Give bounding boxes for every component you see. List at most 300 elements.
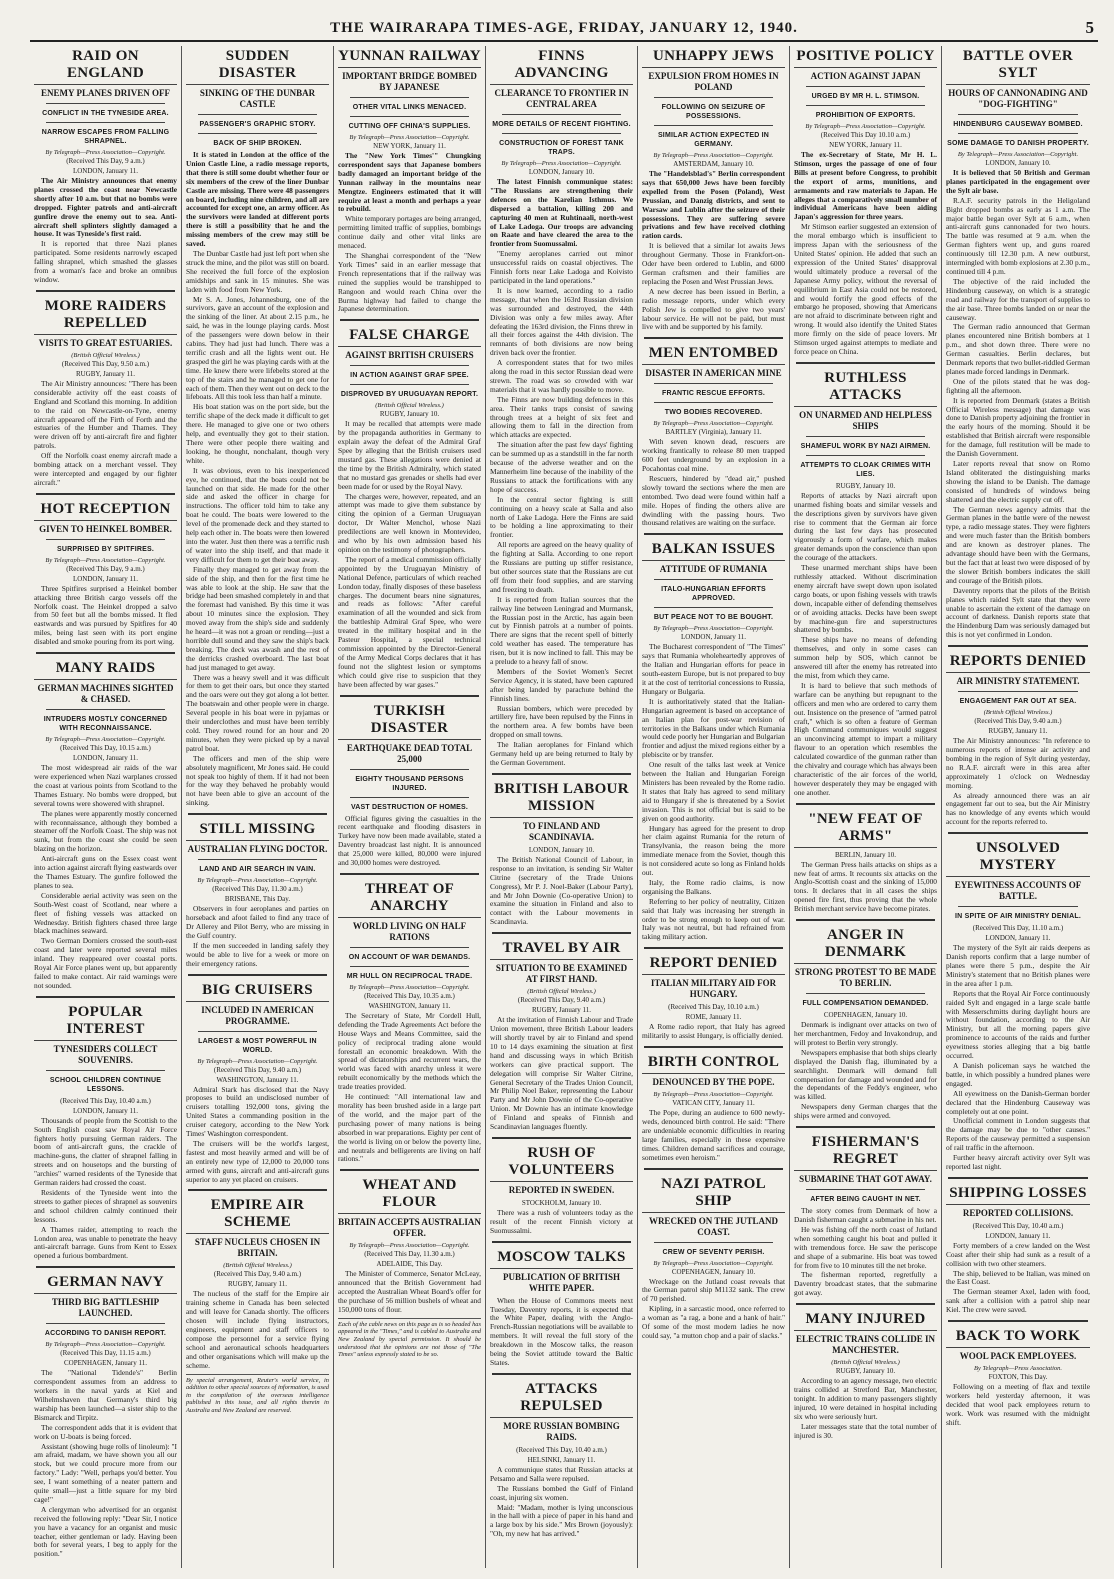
article-subheading: WRECKED ON THE JUTLAND COAST. [648, 1215, 779, 1237]
subhead-rule [350, 966, 469, 967]
article-paragraph: Mr Stimson earlier suggested an extension of the moral embargo which is insufficient to impress Japan with the seriousness of the United States' opinion. He added that such an expression of the United States' disapproval would ultimately produce a reversal of the Japanese Army policy, without the reversal of equilibrium in East Asia could not be restored, and would fortify the good effects of the embargo he proposed, showing that Americans are not afraid to discriminate between right and wrong. It would also identify the United States more firmly on the side of peace lovers. Mr Stimson urged against attempts to mediate and force peace on China. [794, 222, 937, 356]
article-paragraph: Following on a meeting of flax and textile workers held yesterday afternoon, it was decided that wool pack employees return to work. Work was resumed with the midnight shift. [946, 1382, 1090, 1427]
article-subheading: VAST DESTRUCTION OF HOMES. [350, 803, 469, 811]
article-dateline: LONDON, January 10. [985, 159, 1051, 167]
article-subheading: CLEARANCE TO FRONTIER IN CENTRAL AREA [494, 88, 629, 109]
article-paragraph: Unofficial comment in London suggests that the damage may be due to "other causes." Reports of the causeway permitted a suspension of rail traffic in the afternoon. [946, 1116, 1090, 1153]
article [490, 1241, 633, 1368]
article-subheading: SITUATION TO BE EXAMINED AT FIRST HAND. [495, 963, 628, 985]
article-paragraph: It is reported that three Nazi planes participated. Some residents narrowly escaped falling shrapnel, which smashed the glasses from a woman's face and broke an omnibus window. [34, 239, 177, 284]
article-headline: BIRTH CONTROL [642, 1054, 785, 1074]
subhead-rule [350, 116, 469, 117]
article-subheading: AUSTRALIAN FLYING DOCTOR. [187, 844, 328, 855]
column-3 [334, 46, 486, 1568]
article-paragraph: There was a heavy swell and it was difficult for them to get their oars, but once they started and the oars were out they got along a lot better. The boatswain and other people were in charge. Several people in his boat were in pyjamas or their underclothes and must have been terribly cold. They rowed round for an hour and 20 minutes, when they were picked up by a naval patrol boat. [186, 672, 329, 753]
subhead-rule [958, 691, 1078, 692]
article-headline: RUSH OF VOLUNTEERS [490, 1145, 633, 1182]
article-divider [948, 1177, 1088, 1179]
article-paragraph: Russian bombers, which were preceded by artillery fire, have been repulsed by the Finns in the northern area. A few bombs have been dropped on small towns. [490, 703, 633, 740]
article-headline: "NEW FEAT OF ARMS" [794, 811, 937, 848]
article-dateline: RUGBY, January 11. [75, 369, 136, 378]
article-divider [492, 1137, 631, 1139]
subhead-rule [806, 86, 925, 87]
article-dateline: LONDON, January 11. [72, 754, 139, 763]
article-divider [644, 337, 783, 339]
article-paragraph: One of the pilots stated that he was dog-fighting all the afternoon. [946, 376, 1090, 395]
article-headline: BALKAN ISSUES [642, 541, 785, 561]
article-subheading: SINKING OF THE DUNBAR CASTLE [199, 88, 316, 109]
article-headline: STILL MISSING [186, 821, 329, 841]
subhead-rule [46, 103, 165, 104]
article-received: (Received This Day, 10.15 a.m.) [60, 744, 151, 753]
article-paragraph: It is reported from Italian sources that the railway line between Leningrad and Murmansk, the Russian post in the Arctic, has again been cut by Finnish patrols at a number of points. There are signs that the recent spell of bitterly cold weather has eased. The temperature has risen, but it is now inclined to fall. This may be a prelude to a heavy fall of snow. [490, 594, 633, 667]
article-paragraph: It is now learned, according to a radio message, that when the 163rd Russian division was surrounded and destroyed, the 44th Division was only a few miles away. After defeating the 163rd division, the Finns threw in all their forces against the 44th division. The remnants of both divisions are now being driven back over the frontier. [490, 285, 633, 358]
article-divider [340, 319, 479, 321]
article-paragraph: The "Handelsblad's" Berlin correspondent says that 650,000 Jews have been forcibly expelled from the Posen (Poland), West Prussian, and Danzig districts, and sent to Warsaw and Lublin after the seizure of their possessions. They are suffering severe privations and few have received clothing ration cards. [642, 169, 785, 241]
article-subheading: CREW OF SEVENTY PERISH. [662, 1248, 765, 1256]
article-paragraph: Hungary has agreed for the present to drop her claim against Rumania for the return of Transylvania, the reason being the more immediate menace from the Soviet, though this is not considered acute so long as Finland holds out. [642, 823, 785, 878]
subhead-rule [350, 947, 469, 948]
article-subheading: CONFLICT IN THE TYNESIDE AREA. [42, 110, 169, 117]
article-paragraph: The Secretary of State, Mr Cordell Hull, defending the Trade Agreements Act before the House Ways and Means Committee, said the policy of reciprocal trading alone would forestall an economic breakdown. With the spread of dictatorships and recurrent wars, the world was faced with anarchy unless it were rebuilt economically by the methods which the trade treaties provided. [338, 1010, 481, 1092]
article [338, 1169, 481, 1359]
article-credit: By Telegraph—Press Association. [973, 1365, 1063, 1373]
article [946, 832, 1090, 1172]
article-credit: By Telegraph—Press Association—Copyright. [349, 983, 470, 991]
article-paragraph: These unarmed merchant ships have been ruthlessly attacked. Without discrimination enemy aircraft have swept down upon isolated cargo boats, or upon fishing vessels with trawls down, incapable either of defending themselves or of avoiding attacks. Decks have been swept by machine-gun fire and superstructures shattered by bombs. [794, 563, 937, 635]
article-received: (Received This Day, 11.15 a.m.) [60, 1349, 151, 1358]
article-subheading: FRANTIC RESCUE EFFORTS. [662, 390, 765, 398]
article-subheading: EIGHTY THOUSAND PERSONS INJURED. [355, 775, 464, 792]
article-subheading: BUT PEACE NOT TO BE BOUGHT. [653, 614, 774, 622]
article-paragraph: A new decree has been issued in Berlin, a radio message reports, under which every Polish Jew is compelled to give two years' labour service. He will not be paid, but must live with and be supported by his family. [642, 286, 785, 332]
subhead-rule [46, 122, 165, 123]
article-divider [796, 1303, 935, 1305]
article-received: (Received This Day, 9.40 a.m.) [213, 1065, 302, 1074]
article-paragraph: A correspondent states that for two miles along the road in this sector Russian dead were strewn. The road was so crowded with war materials that it was hardly possible to move. [490, 358, 633, 394]
article-paragraph: The Russians bombed the Gulf of Finland coast, injuring six women. [490, 1483, 633, 1502]
article-subheading: TO FINLAND AND SCANDINAVIA. [522, 820, 601, 842]
article-credit: By Telegraph—Press Association—Copyright. [45, 556, 166, 564]
article-headline: BATTLE OVER SYLT [946, 48, 1090, 85]
subhead-rule [654, 607, 773, 608]
article [490, 773, 633, 927]
subhead-rule [198, 859, 317, 860]
masthead-title: THE WAIRARAPA TIMES-AGE, FRIDAY, JANUARY 12, 1940. [330, 20, 798, 36]
article [794, 1126, 937, 1298]
article-paragraph: Rescuers, hindered by "dead air," pushed slowly toward the sections where the men are entombed. Two dead were found within half a mile. Hopes of finding the others alive are dwindling with the passing hours. Two thousand relatives are waiting on the surface. [642, 473, 785, 528]
article [642, 48, 785, 332]
article [34, 652, 177, 991]
article-paragraph: There was a rush of volunteers today as the result of the recent Finnish victory at Suomussalmi. [490, 1207, 633, 1235]
article-headline: FALSE CHARGE [338, 327, 481, 347]
article-subheading: BACK OF SHIP BROKEN. [213, 140, 302, 147]
article-subheading: SURPRISED BY SPITFIRES. [56, 545, 155, 553]
article-headline: MANY RAIDS [34, 660, 177, 680]
subhead-rule [958, 114, 1078, 115]
article-dateline: COPENHAGEN, January 11. [64, 1359, 147, 1368]
article-dateline: RUGBY, January 11. [988, 727, 1048, 736]
article-headline: BACK TO WORK [946, 1328, 1090, 1348]
article-paragraph: It is hard to believe that such methods of warfare can be anything but repugnant to the officers and men who are ordered to carry them out. Insistence on the presence of "armed patrol craft," which is so often a feature of German High Command communiques would suggest an unconvincing attempt to impart a military flavour to an operation which resembles the calculated cowardice of the gunman rather than the chivalry and courage which has always been characteristic of the air forces of the world, however desperately they may be engaged with one another. [794, 680, 937, 797]
article-headline: EMPIRE AIR SCHEME [186, 1197, 329, 1234]
article-paragraph: Three Spitfires surprised a Heinkel bomber attacking three British cargo vessels off the Norfolk coast. The Heinkel dropped a salvo from 50 feet but all the bombs missed. It fled eastwards and was pursued by Spitfires for 40 miles, being last seen with its port engine disabled and smoke pouring from its port wing. [34, 583, 177, 647]
article-headline: REPORT DENIED [642, 955, 785, 975]
article-subheading: TYNESIDERS COLLECT SOUVENIRS. [53, 1043, 158, 1065]
article-paragraph: A Thames raider, attempting to reach the London area, was unable to penetrate the heavy anti-aircraft barrage. Guns from Kent to Essex opened a furious bombardment. [34, 1224, 177, 1261]
article-received: (Received This Day, 11.10 a.m.) [972, 924, 1064, 933]
subhead-rule [654, 97, 773, 98]
article-paragraph: It is authoritatively stated that the Italian-Hungarian agreement is based on acceptance of an Italian plan for post-war revision of territories in the Balkans under which Rumania would cede poorly her Hungarian and Bulgarian frontier and adjust the mixed regions either by a plebiscite or by transfer. [642, 696, 785, 760]
article [946, 48, 1090, 640]
article-subheading: WOOL PACK EMPLOYEES. [959, 1351, 1077, 1362]
article-paragraph: Reports that the Royal Air Force continuously raided Sylt and engaged in a large scale battle with Messerschmitts during daylight hours are without foundation, according to the Air Ministry, but all the morning papers give prominence to accounts of the raids and further eyewitness stories alleging that a big battle occurred. [946, 988, 1090, 1061]
article-divider [36, 1266, 175, 1268]
article-credit: By Telegraph—Press Association—Copyright. [349, 134, 470, 141]
article-subheading: BRITAIN ACCEPTS AUSTRALIAN OFFER. [338, 1217, 481, 1239]
subhead-rule [198, 133, 317, 134]
article-paragraph: When the House of Commons meets next Tuesday, Daventry reports, it is expected that the White Paper, dealing with the Anglo-French-Russian negotiations will be available to members. It will reveal the full story of the breakdown in the Moscow talks, the reason being the Soviet attitude toward the Baltic States. [490, 1295, 633, 1367]
article-subheading: ENEMY PLANES DRIVEN OFF [41, 88, 170, 98]
article [34, 290, 177, 488]
article-paragraph: According to an agency message, two electric trains collided at Stretford Bar, Manchester, tonight. In addition to many passengers slightly injured, 10 were detained in hospital including six who were seriously hurt. [794, 1376, 937, 1421]
article [186, 1189, 329, 1414]
article-divider [948, 645, 1088, 647]
article-dateline: LONDON, January 10. [528, 845, 595, 854]
article-subheading: AIR MINISTRY STATEMENT. [956, 676, 1080, 687]
article [794, 803, 937, 914]
article [794, 919, 937, 1121]
article-divider [188, 813, 327, 815]
article-headline: BRITISH LABOUR MISSION [490, 781, 633, 818]
article-headline: TRAVEL BY AIR [490, 940, 633, 960]
article-paragraph: As already announced there was an air engagement far out to sea, but the Air Ministry has no knowledge of any events which would account for the reports referred to. [946, 790, 1090, 827]
article-received: (Received This Day, 9.40 a.m.) [213, 1270, 302, 1279]
article [186, 48, 329, 808]
article-paragraph: Newspapers emphasise that both ships clearly displayed the Danish flag, illuminated by a searchlight. Denmark will demand full compensation for damage and wounded and for the dependants of the Feddy's engineer, who was killed. [794, 1047, 937, 1102]
article-subheading: SOME DAMAGE TO DANISH PROPERTY. [947, 140, 1089, 147]
article-paragraph: His boat station was on the port side, but the terrific shape of the deck made it difficult to get there. He managed to give one or two others help, and eventually they got to their station. There were other people there waiting and looking, he thought, nonchalant, though very white. [186, 402, 329, 465]
article-paragraph: He was fishing off the north coast of Jutland when something caught his boat and pulled it with tremendous force. He saw the periscope and shape of a submarine. His boat was towed for from five to 10 minutes till the net broke. [794, 1224, 937, 1270]
article-paragraph: Reports of attacks by Nazi aircraft upon unarmed fishing boats and similar vessels and the descriptions given by survivors have given rise to comment that the German air force during the last few days has prosecuted vigorously a form of warfare, which makes greater demands upon the conscience than upon the courage of the attackers. [794, 490, 937, 563]
article-divider [796, 1126, 935, 1128]
article-credit: (British Official Wireless.) [527, 988, 596, 996]
article-paragraph: Residents of the Tyneside went into the streets to gather pieces of shrapnel as souvenirs and school children calmly continued their lessons. [34, 1188, 177, 1224]
article-received: (Received This Day, 9 a.m.) [66, 157, 145, 165]
article-subheading: GERMAN MACHINES SIGHTED & CHASED. [37, 683, 174, 705]
article-paragraph: A Rome radio report, that Italy has agreed militarily to assist Hungary, is officially denied. [642, 1022, 785, 1041]
article-subheading: EYEWITNESS ACCOUNTS OF BATTLE. [954, 880, 1082, 902]
article-paragraph: The charges were, however, repeated, and an attempt was made to give them substance by citing the opinion of a German Uruguayan doctor, Dr Walter Menchol, whose Nazi predilections are well known in Montevideo, and who by his own admission based his opinion on the testimony of photographers. [338, 491, 481, 554]
article-columns [30, 46, 1098, 1568]
article-dateline: LONDON, January 11. [72, 574, 139, 583]
article-paragraph: These ships have no means of defending themselves, and only in some cases can summon help by SOS, which cannot be answered till after the enemy has retreated into the mist, from which they came. [794, 635, 937, 680]
article [642, 1046, 785, 1162]
article-headline: REPORTS DENIED [946, 653, 1090, 673]
article-subheading: FULL COMPENSATION DEMANDED. [802, 1000, 929, 1008]
article-received: (Received This Day, 10.40 a.m.) [60, 1096, 151, 1105]
subhead-rule [958, 133, 1078, 134]
article-subheading: LARGEST & MOST POWERFUL IN WORLD. [198, 1037, 317, 1054]
article-dateline: FOXTON, This Day. [988, 1373, 1048, 1382]
article-paragraph: It may be recalled that attempts were made by the propaganda authorities in Germany to explain away the defeat of the Admiral Graf Spee by alleging that the British cruisers used mustard gas. These allegations were denied at the time by the British Admiralty, which stated that no mustard gas grenades or shells had ever been made for or used by the Royal Navy. [338, 419, 481, 491]
article-subheading: OTHER VITAL LINKS MENACED. [352, 104, 467, 111]
article-paragraph: In the central sector fighting is still continuing on a heavy scale at Salla and also north of Lake Ladoga. Here the Finns are said to be holding a line approximating to their frontier. [490, 494, 633, 540]
article-dateline: RUGBY, January 11. [531, 1006, 592, 1015]
article-paragraph: Finally they managed to get away from the side of the ship, and then for the first time he was able to look at the ship. He saw that the bridge had been smashed completely in and that the foremast had vanished. By this time it was about 10 minutes since the explosion. They moved away from the ship's side and suddenly he heard—it was not a groan or rending—just a horrible dull sound and they saw the ship's back breaking. The deck was awash and the rest of the derricks crashed overboard. The last boat had just managed to get away. [186, 564, 329, 672]
article-headline: RUTHLESS ATTACKS [794, 370, 937, 407]
article-divider [492, 1241, 631, 1243]
article-subheading: ENGAGEMENT FAR OUT AT SEA. [959, 698, 1077, 706]
article [946, 645, 1090, 827]
article-received: (Received This Day, 10.40 a.m.) [516, 1445, 607, 1454]
article-paragraph: If the men succeeded in landing safely they would be able to live for a week or more on their emergency rations. [186, 940, 329, 968]
article-paragraph: The story comes from Denmark of how a Danish fisherman caught a submarine in his net. [794, 1206, 937, 1224]
article-paragraph: The report of a medical commission officially appointed by the Uruguayan Ministry of National Defence, particulars of which reached London today, finally disposes of these baseless charges. The document bears nine signatures, and reads as follows: "After careful examination of all the wounded and sick from the battleship Admiral Graf Spee, who were treated in the military hospital and in the Pasteur Hospital, a special technical commission appointed by the Director-General of the Army Medical Corps declares that it has found not the slightest lesion or symptoms which could give rise to suspicion that they have been affected by war gases." [338, 554, 481, 689]
article-paragraph: It is stated in London at the office of the Union Castle Line, a radio message reports, that there is still some doubt whether four or six members of the crew of the liner Dunbar Castle are missing. There were 48 passengers on board, including nine children, and all are accounted for except one, an army officer. As the survivors were landed at different ports there is still a possibility that he and the missing members of the crew may still be saved. [186, 150, 329, 249]
article-subheading: GIVEN TO HEINKEL BOMBER. [39, 523, 172, 534]
article-dateline: RUGBY, January 11. [227, 1280, 288, 1289]
article-paragraph: All reports are agreed on the heavy quality of the fighting at Salla. According to one report the Russians are putting up stiffer resistance, but other sources state that the Russians are cut off from their food supplies, and are starving and freezing to death. [490, 540, 633, 594]
article-paragraph: The fisherman reported, regretfully a Daventry broadcast states, that the submarine got away. [794, 1270, 937, 1298]
article-paragraph: The ex-Secretary of State, Mr H. L. Stimson, urges the passage of one of four Bills at present before Congress, to prohibit the export of arms, munitions, and armaments and raw materials to Japan. He alleges that a comparatively small number of individual Americans have been aiding Japan's aggression for three years. [794, 150, 937, 222]
subhead-rule [654, 402, 773, 403]
article-credit: By Telegraph—Press Association—Copyright. [805, 123, 926, 130]
article-subheading: CONSTRUCTION OF FOREST TANK TRAPS. [499, 140, 624, 156]
article-dateline: RUGBY, January 10. [379, 410, 440, 419]
article-divider [188, 1189, 327, 1191]
article-dateline: LONDON, January 11. [985, 934, 1051, 943]
article-received: (Received This Day 10.10 a.m.) [820, 131, 911, 139]
article-subheading: MORE RUSSIAN BOMBING RAIDS. [503, 1420, 620, 1442]
article-paragraph: Two German Dorniers crossed the south-east coast and later were reported several miles inland. They reappeared over coastal ports. Royal Air Force planes went up, but apparently failed to make contact. Air raid warnings were not sounded. [34, 936, 177, 990]
article-paragraph: The "National Tidende's" Berlin correspondent assumes from an address to workers in the naval yards at Kiel and Wilhelmshaven that Germany's third big warship has been launched—a sister ship to the Bismarck and Tirpitz. [34, 1368, 177, 1422]
article-subheading: SIMILAR ACTION EXPECTED IN GERMANY. [657, 132, 770, 148]
article-credit: By Telegraph—Press Association—Copyright. [349, 1242, 470, 1250]
article-subheading: ON ACCOUNT OF WAR DEMANDS. [348, 953, 471, 961]
article-subheading: CUTTING OFF CHINA'S SUPPLIES. [348, 123, 471, 130]
article-paragraph: At the invitation of Finnish Labour and Trade Union movement, three British Labour leaders will shortly travel by air to Finland and spend 10 to 14 days examining the situation at first hand and discussing ways in which British workers can give practical support. The delegation will comprise Sir Walter Citrine, General Secretary of the Trades Union Council, Mr Philip Noel Baker, representing the Labour Party and Mr John Downie of the Co-operative Union. Mr Downie has an intimate knowledge of Finland and speaks of Finnish and Scandinavian languages fluently. [490, 1015, 633, 1132]
article-subheading: SCHOOL CHILDREN CONTINUE LESSONS. [49, 1076, 162, 1093]
article-paragraph: Thousands of people from the Scottish to the South English coast saw Royal Air Force fighters hotly pursuing German raiders. The boom of anti-aircraft guns, the crackle of machine-guns, the clatter of shrapnel falling in streets and on housetops and the bursting of "archies" warned residents of the Tyneside that German raiders had crossed the coast. [34, 1115, 177, 1188]
article-received: (Received This Day, 9 a.m.) [66, 564, 145, 573]
article-paragraph: Later messages state that the total number of injured is 30. [794, 1421, 937, 1440]
article-paragraph: The situation after the past few days' fighting can be summed up as a standstill in the far north because of the adverse weather and on the Mannerheim line because of the inability of the Russians to attack the fortifications with any hope of success. [490, 440, 633, 494]
article-headline: FISHERMAN'S REGRET [794, 1134, 937, 1171]
article-headline: YUNNAN RAILWAY [338, 48, 481, 68]
article-paragraph: It is believed that 50 British and German planes participated in the engagement over the Sylt air base. [946, 168, 1090, 195]
article-divider [36, 493, 175, 495]
article-subheading: ATTITUDE OF RUMANIA [659, 564, 768, 575]
article-divider [36, 996, 175, 998]
article-paragraph: The nucleus of the staff for the Empire air training scheme in Canada has been selected and will leave for Canada shortly. The officers chosen will include flying instructors, engineers, equipment and staff officers to compose the personnel for a service flying school and aeronautical schools headquarters and other organisations which will make up the scheme. [186, 1289, 329, 1370]
article [946, 1320, 1090, 1428]
article-subheading: INTRUDERS MOSTLY CONCERNED WITH RECONNAISSANCE. [43, 716, 168, 733]
article-divider [796, 803, 935, 805]
copyright-footnote: Each of the cable news on this page as is so headed has appeared in the "Times," and is cabled to Australia and New Zealand by special permission. It should be understood that the opinions are not those of "The Times" unless expressly stated to be so. [338, 1318, 481, 1359]
article-subheading: IN ACTION AGAINST GRAF SPEE. [350, 372, 469, 380]
newspaper-page [30, 18, 1098, 1568]
article-received: (Received This Day, 10.35 a.m.) [364, 991, 455, 1000]
article-paragraph: The most widespread air raids of the war were experienced when Nazi warplanes crossed the coast at various points from Scotland to the Thames Estuary. No bombs were dropped, but several towns were showered with shrapnel. [34, 763, 177, 808]
article-subheading: REPORTED COLLISIONS. [962, 1207, 1074, 1218]
article-subheading: ACCORDING TO DANISH REPORT. [44, 1330, 167, 1338]
article-paragraph: The ship, believed to be Italian, was mined on the East Coast. [946, 1268, 1090, 1287]
article-subheading: EARTHQUAKE DEAD TOTAL 25,000 [346, 742, 473, 764]
article-dateline: BARTLEY (Virginia), January 11. [665, 428, 762, 437]
subhead-rule [350, 365, 469, 366]
article-paragraph: The German steamer Axel, laden with food, sank after a collision with a patrol ship near Kiel. The crew were saved. [946, 1287, 1090, 1315]
article-credit: (British Official Wireless.) [983, 709, 1053, 717]
article [34, 48, 177, 285]
article-dateline: BRISBANE, This Day. [224, 895, 291, 904]
article-divider [188, 974, 327, 976]
article-subheading: NARROW ESCAPES FROM FALLING SHRAPNEL. [41, 129, 170, 145]
column-6 [790, 46, 942, 1568]
article-paragraph: Daventry reports that the pilots of the British planes which raided Sylt state that they were unable to ascertain the extent of the damage on account of darkness. Danish reports state that the Hindenburg Dam was seriously damaged but this is not yet confirmed in London. [946, 585, 1090, 640]
subhead-rule [350, 97, 469, 98]
article-dateline: WASHINGTON, January 11. [216, 1075, 299, 1084]
article-subheading: REPORTED IN SWEDEN. [508, 1184, 615, 1195]
article-paragraph: The Air Ministry announces that enemy planes crossed the coast near Newcastle shortly after 10 a.m. but that no bombs were dropped. Fighter patrols and anti-aircraft gunfire drove the enemy out to sea. Anti-aircraft shell splinters slightly damaged a house. It was Tyneside's first raid. [34, 176, 177, 239]
article-subheading: STRONG PROTEST TO BE MADE TO BERLIN. [794, 967, 937, 989]
article-subheading: DISASTER IN AMERICAN MINE [645, 368, 782, 379]
article-dateline: LONDON, January 11. [72, 167, 139, 175]
article-subheading: WORLD LIVING ON HALF RATIONS [352, 920, 467, 942]
article-paragraph: The Dunbar Castle had just left port when she struck the mine, and the pilot was still on board. She received the full force of the explosion amidships and sank in 15 minutes. She was laden with food from New York. [186, 248, 329, 294]
article-subheading: FOLLOWING ON SEIZURE OF POSSESSIONS. [661, 104, 766, 120]
article-paragraph: Assistant (showing huge rolls of linoleum): "I am afraid, madam, we have shown you all our stock, but we could procure more from our factory." Lady: "Well, perhaps you'd better. You see, I want something of a neater pattern and quite small—just a little square for my bird cage!" [34, 1441, 177, 1504]
subhead-rule [502, 133, 621, 134]
article-subheading: IMPORTANT BRIDGE BOMBED BY JAPANESE [342, 71, 477, 92]
article-subheading: MORE DETAILS OF RECENT FIGHTING. [492, 121, 631, 128]
article-paragraph: The officers and men of the ship were absolutely magnificent, Mr Jones said. He could not speak too highly of them. If it had not been for the way they behaved he probably would not have been able to give an account of the sinking. [186, 753, 329, 808]
article-credit: By Telegraph—Press Association—Copyright. [501, 160, 622, 167]
article [794, 1303, 937, 1440]
article-paragraph: A communique states that Russian attacks at Petsamo and Salla were repulsed. [490, 1464, 633, 1483]
article-subheading: EXPULSION FROM HOMES IN POLAND [648, 71, 779, 92]
article [34, 493, 177, 647]
article-dateline: RUGBY, January 10. [835, 481, 896, 490]
article-subheading: ATTEMPTS TO CLOAK CRIMES WITH LIES. [800, 461, 931, 478]
subhead-rule [350, 797, 469, 798]
article-headline: UNSOLVED MYSTERY [946, 840, 1090, 877]
article-dateline: COPENHAGEN, January 10. [671, 1267, 756, 1276]
article-paragraph: The Italian aeroplanes for Finland which Germany held up are being returned to Italy by the German Government. [490, 740, 633, 767]
article-dateline: LONDON, January 11. [680, 633, 747, 642]
article-paragraph: Forty members of a crew landed on the West Coast after their ship had sunk as a result of a collision with two other steamers. [946, 1240, 1090, 1268]
article-received: (Received This Day, 11.30 a.m.) [212, 885, 303, 894]
article-subheading: THIRD BIG BATTLESHIP LAUNCHED. [51, 1297, 160, 1319]
article-credit: (British Official Wireless.) [223, 1262, 292, 1270]
article-headline: POPULAR INTEREST [34, 1004, 177, 1041]
article-paragraph: The Minister of Commerce, Senator McLeay, announced that the British Government had accepted the Australian Wheat Board's offer for the purchase of 56 million bushels of wheat and 150,000 tons of flour. [338, 1269, 481, 1314]
article [794, 362, 937, 798]
subhead-rule [502, 114, 621, 115]
article-paragraph: The British National Council of Labour, in response to an invitation, is sending Sir Walter Citrine (secretary of the Trade Unions Congress), Mr P. J. Noel-Baker (Labour Party), and Mr John Downie (Co-operative Union) to examine the situation in Finland and also to contact with the Labour movements in Scandinavia. [490, 854, 633, 927]
article-dateline: COPENHAGEN, January 10. [823, 1011, 908, 1020]
article-paragraph: He continued: "All international law and morality has been brushed aside in a large part of the world, and the major part of the purchasing power of many nations is being absorbed in war preparations. Eighty per cent of the world is living on or below the poverty line, and neutrals and belligerents are living on half rations." [338, 1092, 481, 1164]
article-paragraph: Newspapers deny German charges that the ships were armed and convoyed. [794, 1102, 937, 1121]
article-paragraph: The objective of the raid included the Hindenburg causeway, on which is a strategic road and railway for the transport of supplies to the air base. Three bombs landed on or near the causeway. [946, 276, 1090, 322]
article-dateline: HELSINKI, January 11. [527, 1455, 596, 1464]
article-divider [492, 1373, 631, 1375]
subhead-rule [198, 114, 317, 115]
article-headline: MOSCOW TALKS [490, 1249, 633, 1269]
article [34, 1266, 177, 1559]
article-subheading: HINDENBURG CAUSEWAY BOMBED. [953, 121, 1083, 128]
article [794, 48, 937, 357]
article-headline: WHEAT AND FLOUR [338, 1177, 481, 1214]
article [338, 319, 481, 689]
article-headline: FINNS ADVANCING [490, 48, 633, 85]
article [642, 533, 785, 942]
article-dateline: WASHINGTON, January 11. [368, 1001, 451, 1010]
article-subheading: PASSENGER'S GRAPHIC STORY. [199, 121, 316, 128]
article-divider [644, 1046, 783, 1048]
subhead-rule [806, 455, 925, 456]
article-subheading: ITALO-HUNGARIAN EFFORTS APPROVED. [661, 586, 766, 603]
subhead-rule [806, 993, 925, 994]
article-dateline: BERLIN, January 10. [834, 850, 897, 859]
article-subheading: ACTION AGAINST JAPAN [810, 71, 921, 81]
article-paragraph: It is believed that a similar lot awaits Jews throughout Germany. Those in Frankfort-on-Oder have been ordered to Lublin, and 6000 German craftsmen and their families are replacing the Posen and West Prussian Jews. [642, 241, 785, 286]
article [338, 873, 481, 1164]
article-received: (Received This Day, 10.10 a.m.) [668, 1003, 759, 1012]
article-paragraph: Further heavy aircraft activity over Sylt was reported last night. [946, 1153, 1090, 1171]
article-paragraph: Maid: "Madam, mother is lying unconscious in the hall with a piece of paper in his hand and a large box by his side." Mrs Brown (joyously): "Oh, my new hat has arrived." [490, 1502, 633, 1539]
article-credit: (British Official Wireless.) [71, 351, 140, 359]
article-dateline: NEW YORK, January 11. [373, 142, 446, 150]
article-paragraph: With seven known dead, rescuers are working frantically to release 80 men trapped 600 feet underground by an explosion in a Pocahontas coal mine. [642, 437, 785, 474]
article-subheading: INCLUDED IN AMERICAN PROGRAMME. [201, 1004, 314, 1026]
article-paragraph: The Air Ministry announces: "In reference to numerous reports of intense air activity and bombing in the region of Sylt during yesterday, no R.A.F. aircraft were in this area after approximately 1 o'clock on Wednesday morning. [946, 736, 1090, 790]
article-paragraph: Admiral Stark has disclosed that the Navy proposes to build an undisclosed number of cruisers totalling 192,000 tons, giving the United States a commanding position in the cruiser category, according to the New York Times' Washington correspondent. [186, 1084, 329, 1139]
article-dateline: LONDON, January 11. [985, 1231, 1051, 1240]
article-received: (Received This Day, 9.50 a.m.) [61, 359, 150, 368]
article-headline: THREAT OF ANARCHY [338, 881, 481, 918]
article-credit: By Telegraph—Press Association—Copyright. [957, 151, 1079, 158]
article-credit: By Telegraph—Press Association—Copyright. [45, 736, 166, 744]
article-dateline: LONDON, January 10. [528, 168, 595, 176]
article-paragraph: The Finns are now building defences in this area. Their tanks traps consist of sawing through trees at a height of six feet and allowing them to fall in the direction from which attacks are expected. [490, 394, 633, 440]
article-paragraph: R.A.F. security patrols in the Heligoland Bight dropped bombs as early as 1 a.m. The major battle began over Sylt at 6 a.m., when anti-aircraft guns cannonaded for two hours. The battle was resumed at 9 a.m. when the German fighters went up, and guns roared continuously till 12.30 p.m. A new outburst, intermingled with bomb explosions at 2.30 p.m., continued till 4 p.m. [946, 195, 1090, 276]
subhead-rule [806, 1189, 925, 1190]
article-credit: By Telegraph—Press Association—Copyright. [45, 1341, 166, 1349]
article-paragraph: It is reported from Denmark (states a British Official Wireless message) that damage was done to Danish property adjoining the frontier in the early hours of the morning. Should it be established that British aircraft were responsible for the damage, full restitution will be made to the Danish Government. [946, 395, 1090, 459]
article-divider [340, 1169, 479, 1171]
article-subheading: TWO BODIES RECOVERED. [664, 409, 763, 417]
article-paragraph: The planes were apparently mostly concerned with reconnaissance, although they bombed a steamer off the Norfolk Coast. The ship was not sunk, but from the coast she could be seen blazing on the horizon. [34, 808, 177, 854]
article-divider [36, 652, 175, 654]
article-dateline: ROME, January 11. [685, 1013, 742, 1022]
article [338, 48, 481, 314]
article-paragraph: Anti-aircraft guns on the Essex coast went into action against aircraft flying eastwards over the Thames Estuary. The gunfire followed the planes to sea. [34, 854, 177, 890]
article-credit: By Telegraph—Press Association—Copyright. [653, 1259, 774, 1267]
article-paragraph: The Pope, during an audience to 600 newly-weds, denounced birth control. He said: "There are undeniable economic difficulties in rearing large families, especially in these expensive times. Children demand sacrifices and courage, sometimes even heroism." [642, 1108, 785, 1162]
article-paragraph: White temporary portages are being arranged, permitting limited traffic of supplies, bombings continue daily and other vital links are menaced. [338, 214, 481, 251]
article [642, 1168, 785, 1341]
article-credit: (British Official Wireless.) [375, 402, 444, 410]
article-paragraph: The Shanghai correspondent of the "New York Times" said in an earlier message that French representations that if the railway was ruined the supplies would be transhipped to Rangoon and would reach China over the Burma highway had failed to change the Japanese determination. [338, 250, 481, 314]
article [338, 695, 481, 868]
article-subheading: PUBLICATION OF BRITISH WHITE PAPER. [502, 1271, 621, 1293]
article-headline: SUDDEN DISASTER [186, 48, 329, 85]
subhead-rule [46, 1323, 165, 1324]
article-paragraph: The "New York Times'" Chungking correspondent says that Japanese bombers badly damaged an important bridge of the Yunnan railway in the mountains near Mengtze. Engineers estimated that it will require at least a month and perhaps a year to rebuild. [338, 151, 481, 214]
article-credit: By Telegraph—Press Association—Copyright. [197, 877, 318, 885]
article-divider [340, 695, 479, 697]
